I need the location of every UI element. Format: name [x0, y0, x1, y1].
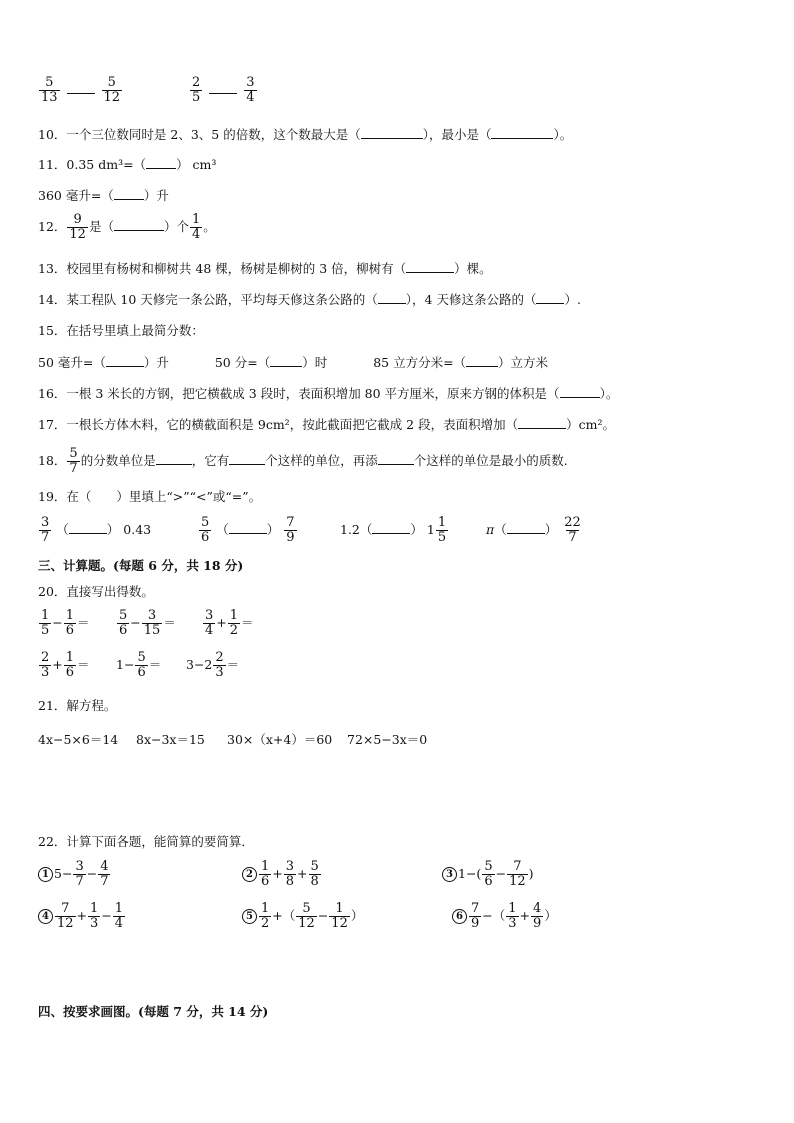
fraction: $\frac{9}{12}$: [69, 212, 86, 242]
circled-number: 1: [38, 867, 53, 882]
section-3-heading: 三、计算题。(每题 6 分，共 18 分): [38, 558, 244, 573]
question-10: 10．一个三位数同时是 2、3、5 的倍数，这个数最大是（ ），最小是（ ）。: [38, 127, 573, 142]
circled-number: 5: [242, 909, 257, 924]
answer-blank[interactable]: [114, 199, 144, 200]
fraction: $\frac{5}{7}$: [69, 446, 78, 476]
q22-problem-6: 6 $\frac{7}{9}$ −（ $\frac{1}{3}$ + $\frac{4}{9}$ ）: [452, 902, 557, 931]
circled-number: 6: [452, 909, 467, 924]
question-19-title: 19．在（ ）里填上“>”“<”或“=”。: [38, 489, 262, 504]
question-11: 11．0.35 dm³=（ ） cm³: [38, 157, 217, 172]
question-18: 18． $\frac{5}{7}$ 的分数单位是 ，它有 个这样的单位，再添 个这样的单位是最小的质数.: [38, 446, 568, 476]
top-compare-row: [38, 76, 258, 105]
fraction: $\frac{5}{12}$: [103, 75, 121, 105]
question-14: 14．某工程队 10 天修完一条公路，平均每天修这条公路的（ ），4 天修这条公路的（ ）.: [38, 292, 581, 307]
q22-problem-5: 5 $\frac{1}{2}$ +（ $\frac{5}{12}$ − $\frac{1}{12}$ ）: [242, 902, 363, 931]
answer-blank[interactable]: [114, 230, 164, 231]
answer-blank[interactable]: [536, 303, 564, 304]
q22-problem-4: 4 $\frac{7}{12}$ + $\frac{1}{3}$ − $\frac{1}{4}$: [38, 902, 126, 931]
q20-expr-4: $\frac{2}{3}$ + $\frac{1}{6}$ ＝: [41, 650, 90, 680]
question-12: 12． $\frac{9}{12}$ 是（ ）个 $\frac{1}{4}$ 。: [38, 212, 216, 242]
answer-blank[interactable]: [67, 93, 95, 94]
q20-expr-3: $\frac{3}{4}$ + $\frac{1}{2}$ ＝: [205, 608, 254, 638]
q19-item-d: π（ ） $\frac{22}{7}$: [486, 515, 581, 545]
question-21-title: 21．解方程。: [38, 698, 117, 713]
equation: 30×（x+4）＝60: [227, 732, 333, 747]
q19-item-b: $\frac{5}{6}$ （ ） $\frac{7}{9}$: [201, 515, 295, 545]
question-20-title: 20．直接写出得数。: [38, 584, 154, 599]
answer-blank[interactable]: [560, 397, 600, 398]
q19-item-c: 1.2（ ） 1 $\frac{1}{5}$: [340, 515, 447, 545]
question-17: 17．一根长方体木料，它的横截面积是 9cm²，按此截面把它截成 2 段，表面积增加（ ）cm²。: [38, 417, 615, 432]
q22-problem-3: 3 1−( $\frac{5}{6}$ − $\frac{7}{12}$ ): [442, 860, 534, 889]
circled-number: 2: [242, 867, 257, 882]
answer-blank[interactable]: [378, 464, 414, 465]
question-22-title: 22．计算下面各题，能简算的要简算．: [38, 834, 254, 849]
question-16: 16．一根 3 米长的方钢，把它横截成 3 段时，表面积增加 80 平方厘米，原来方钢的体积是（ ）。: [38, 386, 619, 401]
answer-blank[interactable]: [156, 464, 192, 465]
answer-blank[interactable]: [361, 138, 423, 139]
answer-blank[interactable]: [372, 533, 410, 534]
answer-blank[interactable]: [491, 138, 553, 139]
question-11-part2: 360 毫升=（ ）升: [38, 188, 169, 203]
answer-blank[interactable]: [270, 366, 302, 367]
equation: 4x−5×6＝14: [38, 732, 119, 747]
answer-blank[interactable]: [106, 366, 144, 367]
question-15-items: 50 毫升=（ ）升 50 分=（ ）时 85 立方分米=（ ）立方米: [38, 355, 549, 370]
fraction: $\frac{5}{13}$: [41, 75, 58, 105]
circled-number: 4: [38, 909, 53, 924]
answer-blank[interactable]: [209, 93, 237, 94]
q20-expr-2: $\frac{5}{6}$ − $\frac{3}{15}$ ＝: [119, 608, 176, 638]
equation: 8x−3x＝15: [136, 732, 205, 747]
section-4-heading: 四、按要求画图。(每题 7 分，共 14 分): [38, 1004, 269, 1019]
answer-blank[interactable]: [406, 272, 454, 273]
q20-expr-1: $\frac{1}{5}$ − $\frac{1}{6}$ ＝: [41, 608, 90, 638]
equation: 72×5−3x＝0: [347, 732, 428, 747]
q20-expr-6: 3−2 $\frac{2}{3}$ ＝: [186, 650, 240, 680]
q20-expr-5: 1− $\frac{5}{6}$ ＝: [116, 650, 162, 680]
fraction: $\frac{2}{5}$: [192, 75, 201, 105]
circled-number: 3: [442, 867, 457, 882]
answer-blank[interactable]: [518, 428, 566, 429]
fraction: $\frac{3}{4}$: [246, 75, 255, 105]
answer-blank[interactable]: [229, 464, 265, 465]
q19-item-a: $\frac{3}{7}$ （ ） 0.43: [41, 515, 152, 545]
question-13: 13．校园里有杨树和柳树共 48 棵，杨树是柳树的 3 倍，柳树有（ ）棵。: [38, 261, 492, 276]
answer-blank[interactable]: [229, 533, 267, 534]
answer-blank[interactable]: [378, 303, 406, 304]
question-15-title: 15．在括号里填上最简分数：: [38, 323, 204, 338]
answer-blank[interactable]: [466, 366, 498, 367]
answer-blank[interactable]: [69, 533, 107, 534]
answer-blank[interactable]: [146, 168, 176, 169]
answer-blank[interactable]: [507, 533, 545, 534]
fraction: $\frac{1}{4}$: [191, 212, 201, 242]
q22-problem-2: 2 $\frac{1}{6}$ + $\frac{3}{8}$ + $\frac{5}{8}$: [242, 860, 322, 889]
q22-problem-1: 1 5− $\frac{3}{7}$ − $\frac{4}{7}$: [38, 860, 111, 889]
